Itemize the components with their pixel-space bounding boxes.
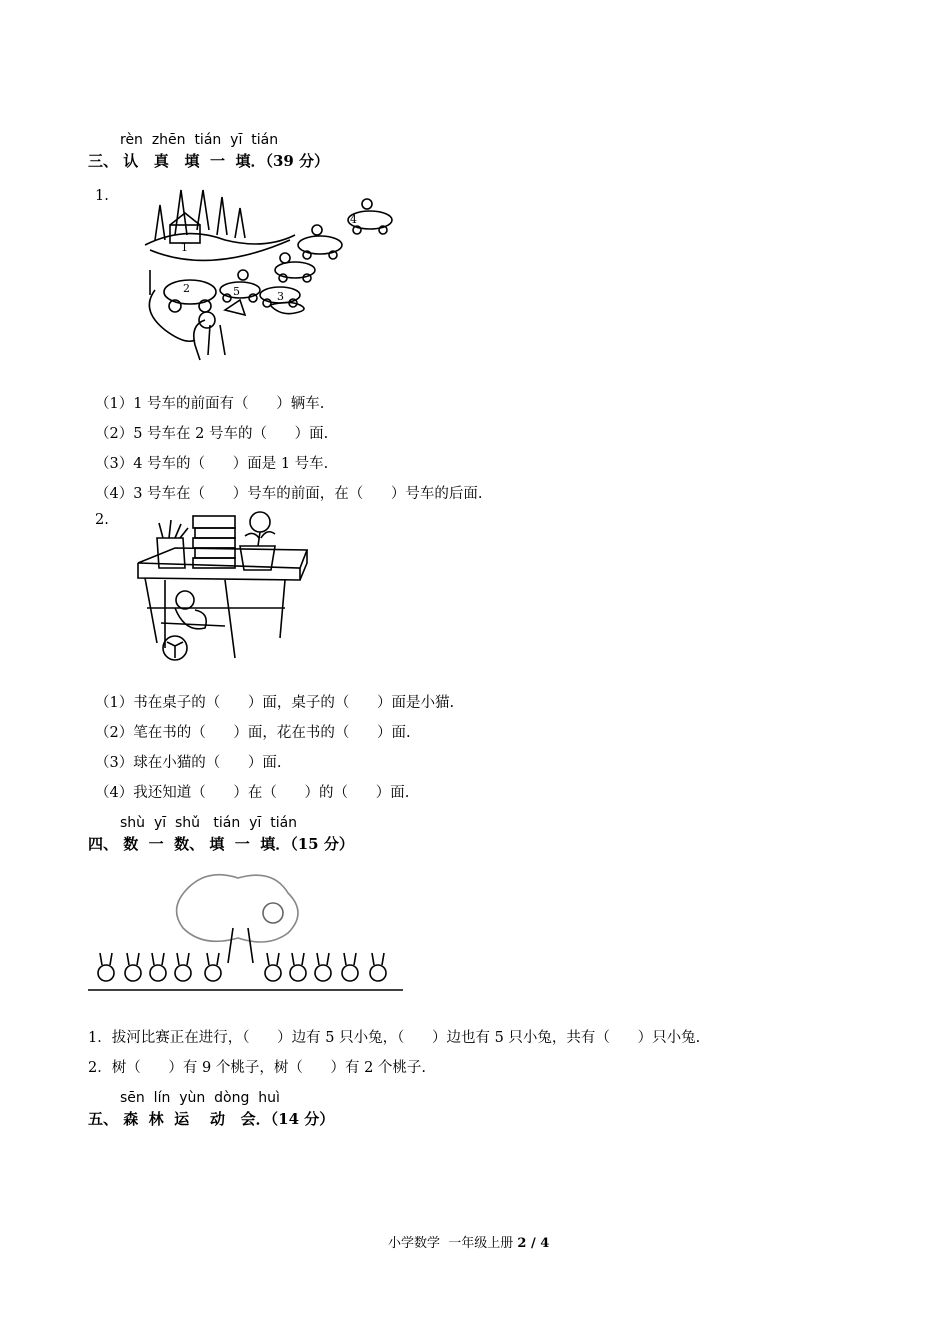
section3-heading: 三、 认 真 填 一 填．（39 分） [88, 152, 330, 170]
q1-item-1: （1）1 号车的前面有（ ）辆车. [95, 396, 325, 412]
tug-of-war-illustration [88, 868, 408, 1008]
car-number-1: 1 [181, 241, 188, 254]
q3-item-1: 1．拔河比赛正在进行，（ ）边有 5 只小兔，（ ）边也有 5 只小兔，共有（ ）只小兔. [88, 1030, 701, 1046]
section5-heading: 五、 森 林 运 动 会．（14 分） [88, 1110, 335, 1128]
section4-pinyin: shù yī shǔ tián yī tián [120, 815, 298, 831]
q2-item-4: （4）我还知道（ ）在（ ）的（ ）面. [95, 785, 410, 801]
car-number-3: 3 [277, 290, 284, 303]
q2-item-2: （2）笔在书的（ ）面，花在书的（ ）面. [95, 725, 411, 741]
page-footer [388, 1232, 549, 1251]
table-illustration [135, 508, 315, 668]
q1-item-3: （3）4 号车的（ ）面是 1 号车. [95, 456, 329, 472]
footer-text: 小学数学 一年级上册 [388, 1236, 518, 1251]
q2-item-3: （3）球在小猫的（ ）面. [95, 755, 282, 771]
q1-item-4: （4）3 号车在（ ）号车的前面，在（ ）号车的后面. [95, 486, 483, 502]
section3-pinyin: rèn zhēn tián yī tián [120, 132, 279, 148]
section5-pinyin: sēn lín yùn dòng huì [120, 1090, 280, 1106]
car-number-2: 2 [183, 282, 190, 295]
car-race-illustration [135, 180, 405, 365]
page-number: 2 / 4 [517, 1236, 550, 1251]
q3-item-2: 2．树（ ）有 9 个桃子，树（ ）有 2 个桃子. [88, 1060, 427, 1076]
section4-heading: 四、 数 一 数、 填 一 填．（15 分） [88, 835, 354, 853]
q2-item-1: （1）书在桌子的（ ）面，桌子的（ ）面是小猫. [95, 695, 455, 711]
q1-item-2: （2）5 号车在 2 号车的（ ）面. [95, 426, 329, 442]
q2-number: 2. [95, 512, 109, 528]
car-number-5: 5 [233, 285, 240, 298]
q1-number: 1. [95, 188, 109, 204]
car-number-4: 4 [350, 213, 357, 226]
